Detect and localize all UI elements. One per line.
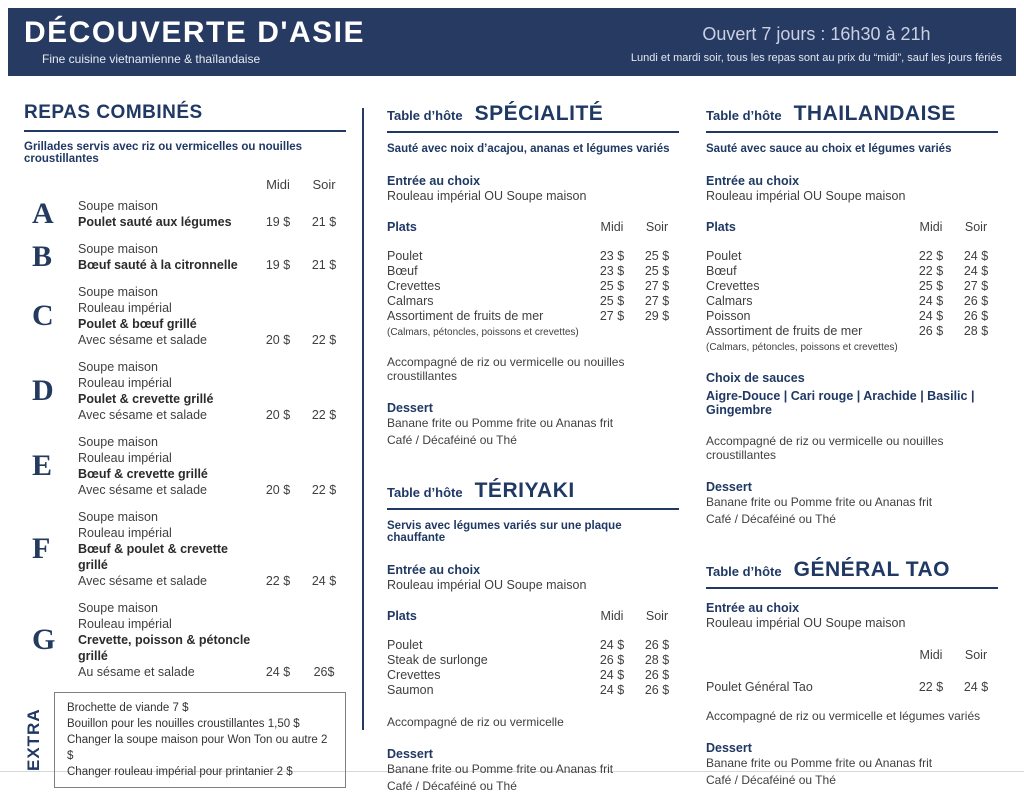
- dish-name: Crevettes: [387, 279, 441, 293]
- combo-line: Avec sésame et salade: [78, 333, 208, 347]
- dish-list: [706, 680, 998, 695]
- dish-price-midi: 26 $: [599, 653, 625, 667]
- sauces-label: Choix de sauces: [706, 371, 805, 385]
- dish-price-soir: 25 $: [644, 249, 670, 263]
- entree-text: Rouleau impérial OU Soupe maison: [387, 578, 587, 592]
- dessert-label: Dessert: [387, 747, 433, 761]
- combo-line: Soupe maison: [78, 510, 158, 524]
- column-divider: [362, 108, 364, 730]
- dish-name: Poulet: [706, 249, 742, 263]
- dish-price-soir: 28 $: [644, 653, 670, 667]
- dish-row: [706, 279, 998, 294]
- table-dhote-label: Table d’hôte: [706, 564, 782, 579]
- section-title: SPÉCIALITÉ: [474, 102, 604, 125]
- dish-list: [387, 638, 679, 698]
- combo-letter: E: [32, 449, 53, 482]
- section-intro: Sauté avec sauce au choix et légumes variés: [706, 143, 952, 155]
- combo-line: Au sésame et salade: [78, 665, 195, 679]
- dish-name: Crevettes: [387, 668, 441, 682]
- combo-letter: C: [32, 299, 54, 332]
- dish-row: [706, 680, 998, 695]
- dish-price-midi: 22 $: [918, 264, 944, 278]
- dessert-label: Dessert: [706, 741, 752, 755]
- dessert-line: Café / Décaféiné ou Thé: [387, 433, 517, 447]
- plats-header-row: [387, 220, 679, 234]
- hours-note: Lundi et mardi soir, tous les repas sont au prix du “midi”, sauf les jours fériés: [630, 52, 1002, 64]
- combo-letter: D: [32, 374, 54, 407]
- combo-line: Rouleau impérial: [78, 451, 172, 465]
- dish-name: Assortiment de fruits de mer: [706, 324, 863, 338]
- dish-price-soir: 26 $: [963, 309, 989, 323]
- combo-line: Rouleau impérial: [78, 617, 172, 631]
- extra-line: Bouillon pour les nouilles croustillantes 1,50 $: [67, 718, 300, 730]
- dish-name: Calmars: [706, 294, 753, 308]
- midi-column-header: Midi: [919, 648, 943, 662]
- dish-name: Calmars: [387, 294, 434, 308]
- combo-price-midi: 20 $: [265, 483, 291, 497]
- midi-column-header: Midi: [600, 609, 624, 623]
- dish-row: [387, 653, 679, 668]
- combo-line: Avec sésame et salade: [78, 483, 208, 497]
- dish-price-midi: 25 $: [599, 279, 625, 293]
- section-thailandaise: [706, 102, 998, 528]
- combo-line: Bœuf & crevette grillé: [78, 467, 208, 481]
- plats-header-row: [387, 609, 679, 623]
- entree-label: Entrée au choix: [706, 174, 800, 188]
- dish-price-soir: 26 $: [963, 294, 989, 308]
- accompaniment-note: Accompagné de riz ou vermicelle ou nouilles croustillantes: [706, 434, 944, 462]
- dish-name: Poulet: [387, 638, 423, 652]
- dessert-line: Banane frite ou Pomme frite ou Ananas frit: [706, 495, 933, 509]
- combo-row: [24, 241, 346, 273]
- dish-name: Steak de surlonge: [387, 653, 488, 667]
- section-repas-combines: [24, 102, 346, 788]
- combo-line: Poulet sauté aux légumes: [78, 215, 232, 229]
- restaurant-title: DÉCOUVERTE D'ASIE: [24, 16, 366, 49]
- combo-line: Bœuf sauté à la citronnelle: [78, 258, 238, 272]
- extra-line: Changer rouleau impérial pour printanier 2 $: [67, 766, 293, 778]
- plats-label: Plats: [387, 609, 417, 623]
- dish-row: [387, 279, 679, 294]
- dessert-label: Dessert: [706, 480, 752, 494]
- combo-line: Crevette, poisson & pétoncle grillé: [78, 633, 251, 663]
- combo-letter: A: [32, 197, 54, 230]
- dish-price-midi: 25 $: [599, 294, 625, 308]
- combo-row: [24, 434, 346, 498]
- dish-price-soir: 27 $: [644, 294, 670, 308]
- combo-price-midi: 19 $: [265, 215, 291, 229]
- dish-row: [387, 309, 679, 324]
- entree-text: Rouleau impérial OU Soupe maison: [387, 189, 587, 203]
- accompaniment-note: Accompagné de riz ou vermicelle et légumes variés: [706, 709, 981, 723]
- dish-name: Poulet Général Tao: [706, 680, 813, 694]
- dish-price-midi: 24 $: [599, 638, 625, 652]
- section-general_tao: [706, 558, 998, 789]
- section-teriyaki: [387, 479, 679, 795]
- combo-price-soir: 22 $: [311, 333, 337, 347]
- opening-hours: Ouvert 7 jours : 16h30 à 21h: [702, 24, 931, 44]
- combined-rows: [24, 198, 346, 680]
- dish-row: [706, 324, 998, 339]
- dessert-label: Dessert: [387, 401, 433, 415]
- combo-line: Rouleau impérial: [78, 376, 172, 390]
- combo-price-soir: 24 $: [311, 574, 337, 588]
- combo-line: Avec sésame et salade: [78, 574, 208, 588]
- column-middle: [387, 102, 679, 795]
- combo-line: Rouleau impérial: [78, 301, 172, 315]
- combo-line: Poulet & crevette grillé: [78, 392, 214, 406]
- combo-lines: [78, 434, 254, 498]
- section-intro: Servis avec légumes variés sur une plaque chauffante: [387, 520, 622, 544]
- dish-name: Saumon: [387, 683, 434, 697]
- combo-price-soir: 21 $: [311, 258, 337, 272]
- soir-column-header: Soir: [645, 220, 669, 234]
- section-heading: [706, 558, 998, 589]
- combo-lines: [78, 198, 254, 230]
- dish-name: Crevettes: [706, 279, 760, 293]
- dish-price-midi: 26 $: [918, 324, 944, 338]
- combo-price-midi: 20 $: [265, 408, 291, 422]
- dish-price-midi: 22 $: [918, 249, 944, 263]
- dish-price-soir: 26 $: [644, 668, 670, 682]
- dishes-note: (Calmars, pétoncles, poissons et crevettes): [387, 327, 579, 338]
- header-banner: [8, 8, 1016, 76]
- dish-price-soir: 24 $: [963, 680, 989, 694]
- midi-column-header: Midi: [919, 220, 943, 234]
- section-title: GÉNÉRAL TAO: [793, 558, 951, 581]
- combo-line: Soupe maison: [78, 285, 158, 299]
- combined-price-header: [24, 177, 346, 192]
- combo-line: Soupe maison: [78, 360, 158, 374]
- combo-price-midi: 20 $: [265, 333, 291, 347]
- soir-column-header: Soir: [964, 648, 988, 662]
- banner-brand: [24, 16, 365, 70]
- dish-row: [706, 294, 998, 309]
- section-intro: Sauté avec noix d’acajou, ananas et légumes variés: [387, 143, 670, 155]
- dessert-line: Banane frite ou Pomme frite ou Ananas frit: [706, 756, 933, 770]
- dish-price-midi: 25 $: [918, 279, 944, 293]
- dish-row: [387, 264, 679, 279]
- section-heading: [387, 479, 679, 510]
- section-title: TÉRIYAKI: [474, 479, 575, 502]
- section-heading: [387, 102, 679, 133]
- combo-lines: [78, 241, 254, 273]
- table-dhote-label: Table d’hôte: [387, 485, 463, 500]
- dish-price-soir: 29 $: [644, 309, 670, 323]
- dish-row: [706, 264, 998, 279]
- dessert-line: Café / Décaféiné ou Thé: [706, 773, 836, 787]
- plats-label: [706, 648, 908, 662]
- soir-column-header: Soir: [645, 609, 669, 623]
- table-dhote-label: Table d’hôte: [387, 108, 463, 123]
- extra-label: EXTRA: [24, 708, 43, 772]
- combo-price-soir: 21 $: [311, 215, 337, 229]
- column-right: [706, 102, 998, 789]
- dish-price-midi: 24 $: [918, 294, 944, 308]
- soir-column-header: Soir: [312, 177, 336, 192]
- combo-letter: G: [32, 623, 56, 656]
- dish-name: Assortiment de fruits de mer: [387, 309, 544, 323]
- combo-row: [24, 359, 346, 423]
- combo-row: [24, 509, 346, 589]
- combo-line: Poulet & bœuf grillé: [78, 317, 197, 331]
- combo-row: [24, 198, 346, 230]
- dishes-note: (Calmars, pétoncles, poissons et crevettes): [706, 342, 898, 353]
- dish-price-midi: 23 $: [599, 264, 625, 278]
- combo-lines: [78, 284, 254, 348]
- dish-price-midi: 23 $: [599, 249, 625, 263]
- soir-column-header: Soir: [964, 220, 988, 234]
- dish-name: Bœuf: [706, 264, 737, 278]
- dish-price-soir: 24 $: [963, 249, 989, 263]
- dish-name: Poulet: [387, 249, 423, 263]
- dish-list: [706, 249, 998, 339]
- plats-header-row: [706, 648, 998, 662]
- dish-price-midi: 24 $: [918, 309, 944, 323]
- accompaniment-note: Accompagné de riz ou vermicelle ou nouilles croustillantes: [387, 355, 625, 383]
- dish-price-soir: 28 $: [963, 324, 989, 338]
- section-title: THAILANDAISE: [793, 102, 956, 125]
- combo-line: Soupe maison: [78, 199, 158, 213]
- table-dhote-label: Table d’hôte: [706, 108, 782, 123]
- combo-line: Rouleau impérial: [78, 526, 172, 540]
- combo-line: Avec sésame et salade: [78, 408, 208, 422]
- dish-price-midi: 24 $: [599, 683, 625, 697]
- dish-row: [387, 249, 679, 264]
- extra-box: [54, 692, 346, 788]
- combo-letter: F: [32, 532, 51, 565]
- midi-column-header: Midi: [266, 177, 290, 192]
- dish-name: Poisson: [706, 309, 751, 323]
- plats-label: Plats: [387, 220, 417, 234]
- dish-list: [387, 249, 679, 324]
- dish-price-midi: 22 $: [918, 680, 944, 694]
- dish-price-midi: 27 $: [599, 309, 625, 323]
- plats-label: Plats: [706, 220, 736, 234]
- entree-text: Rouleau impérial OU Soupe maison: [706, 616, 906, 630]
- combo-price-midi: 24 $: [265, 665, 291, 679]
- extra-section: [24, 692, 346, 788]
- combo-row: [24, 600, 346, 680]
- dish-row: [387, 294, 679, 309]
- extra-line: Changer la soupe maison pour Won Ton ou autre 2 $: [67, 734, 328, 762]
- combo-price-soir: 22 $: [311, 408, 337, 422]
- entree-text: Rouleau impérial OU Soupe maison: [706, 189, 906, 203]
- entree-label: Entrée au choix: [387, 174, 481, 188]
- section-specialite: [387, 102, 679, 449]
- dish-price-soir: 26 $: [644, 683, 670, 697]
- combo-line: Soupe maison: [78, 601, 158, 615]
- dish-row: [387, 683, 679, 698]
- extra-line: Brochette de viande 7 $: [67, 702, 189, 714]
- combo-line: Soupe maison: [78, 435, 158, 449]
- dish-name: Bœuf: [387, 264, 418, 278]
- dish-price-soir: 24 $: [963, 264, 989, 278]
- restaurant-subtitle: Fine cuisine vietnamienne & thaïlandaise: [42, 52, 261, 66]
- dessert-line: Café / Décaféiné ou Thé: [387, 779, 517, 793]
- dessert-line: Café / Décaféiné ou Thé: [706, 512, 836, 526]
- combo-lines: [78, 359, 254, 423]
- entree-label: Entrée au choix: [706, 601, 800, 615]
- dish-row: [706, 309, 998, 324]
- dish-row: [387, 638, 679, 653]
- sauces-list: Aigre-Douce | Cari rouge | Arachide | Basilic | Gingembre: [706, 389, 975, 417]
- dish-row: [706, 249, 998, 264]
- combo-lines: [78, 600, 254, 680]
- dish-price-soir: 27 $: [644, 279, 670, 293]
- combo-price-soir: 26$: [313, 665, 335, 679]
- combo-price-soir: 22 $: [311, 483, 337, 497]
- combo-letter: B: [32, 240, 53, 273]
- midi-column-header: Midi: [600, 220, 624, 234]
- plats-header-row: [706, 220, 998, 234]
- combo-line: Soupe maison: [78, 242, 158, 256]
- combo-row: [24, 284, 346, 348]
- section-heading: [706, 102, 998, 133]
- dish-row: [387, 668, 679, 683]
- dessert-line: Banane frite ou Pomme frite ou Ananas frit: [387, 762, 614, 776]
- accompaniment-note: Accompagné de riz ou vermicelle: [387, 715, 564, 729]
- dish-price-soir: 26 $: [644, 638, 670, 652]
- dish-price-soir: 25 $: [644, 264, 670, 278]
- dessert-line: Banane frite ou Pomme frite ou Ananas frit: [387, 416, 614, 430]
- banner-hours-block: [631, 22, 1002, 70]
- combined-heading: REPAS COMBINÉS: [24, 102, 346, 132]
- combo-lines: [78, 509, 254, 589]
- combo-line: Bœuf & poulet & crevette grillé: [78, 542, 229, 572]
- combo-price-midi: 22 $: [265, 574, 291, 588]
- combo-price-midi: 19 $: [265, 258, 291, 272]
- entree-label: Entrée au choix: [387, 563, 481, 577]
- dish-price-soir: 27 $: [963, 279, 989, 293]
- dish-price-midi: 24 $: [599, 668, 625, 682]
- combined-intro: Grillades servis avec riz ou vermicelles ou nouilles croustillantes: [24, 141, 303, 165]
